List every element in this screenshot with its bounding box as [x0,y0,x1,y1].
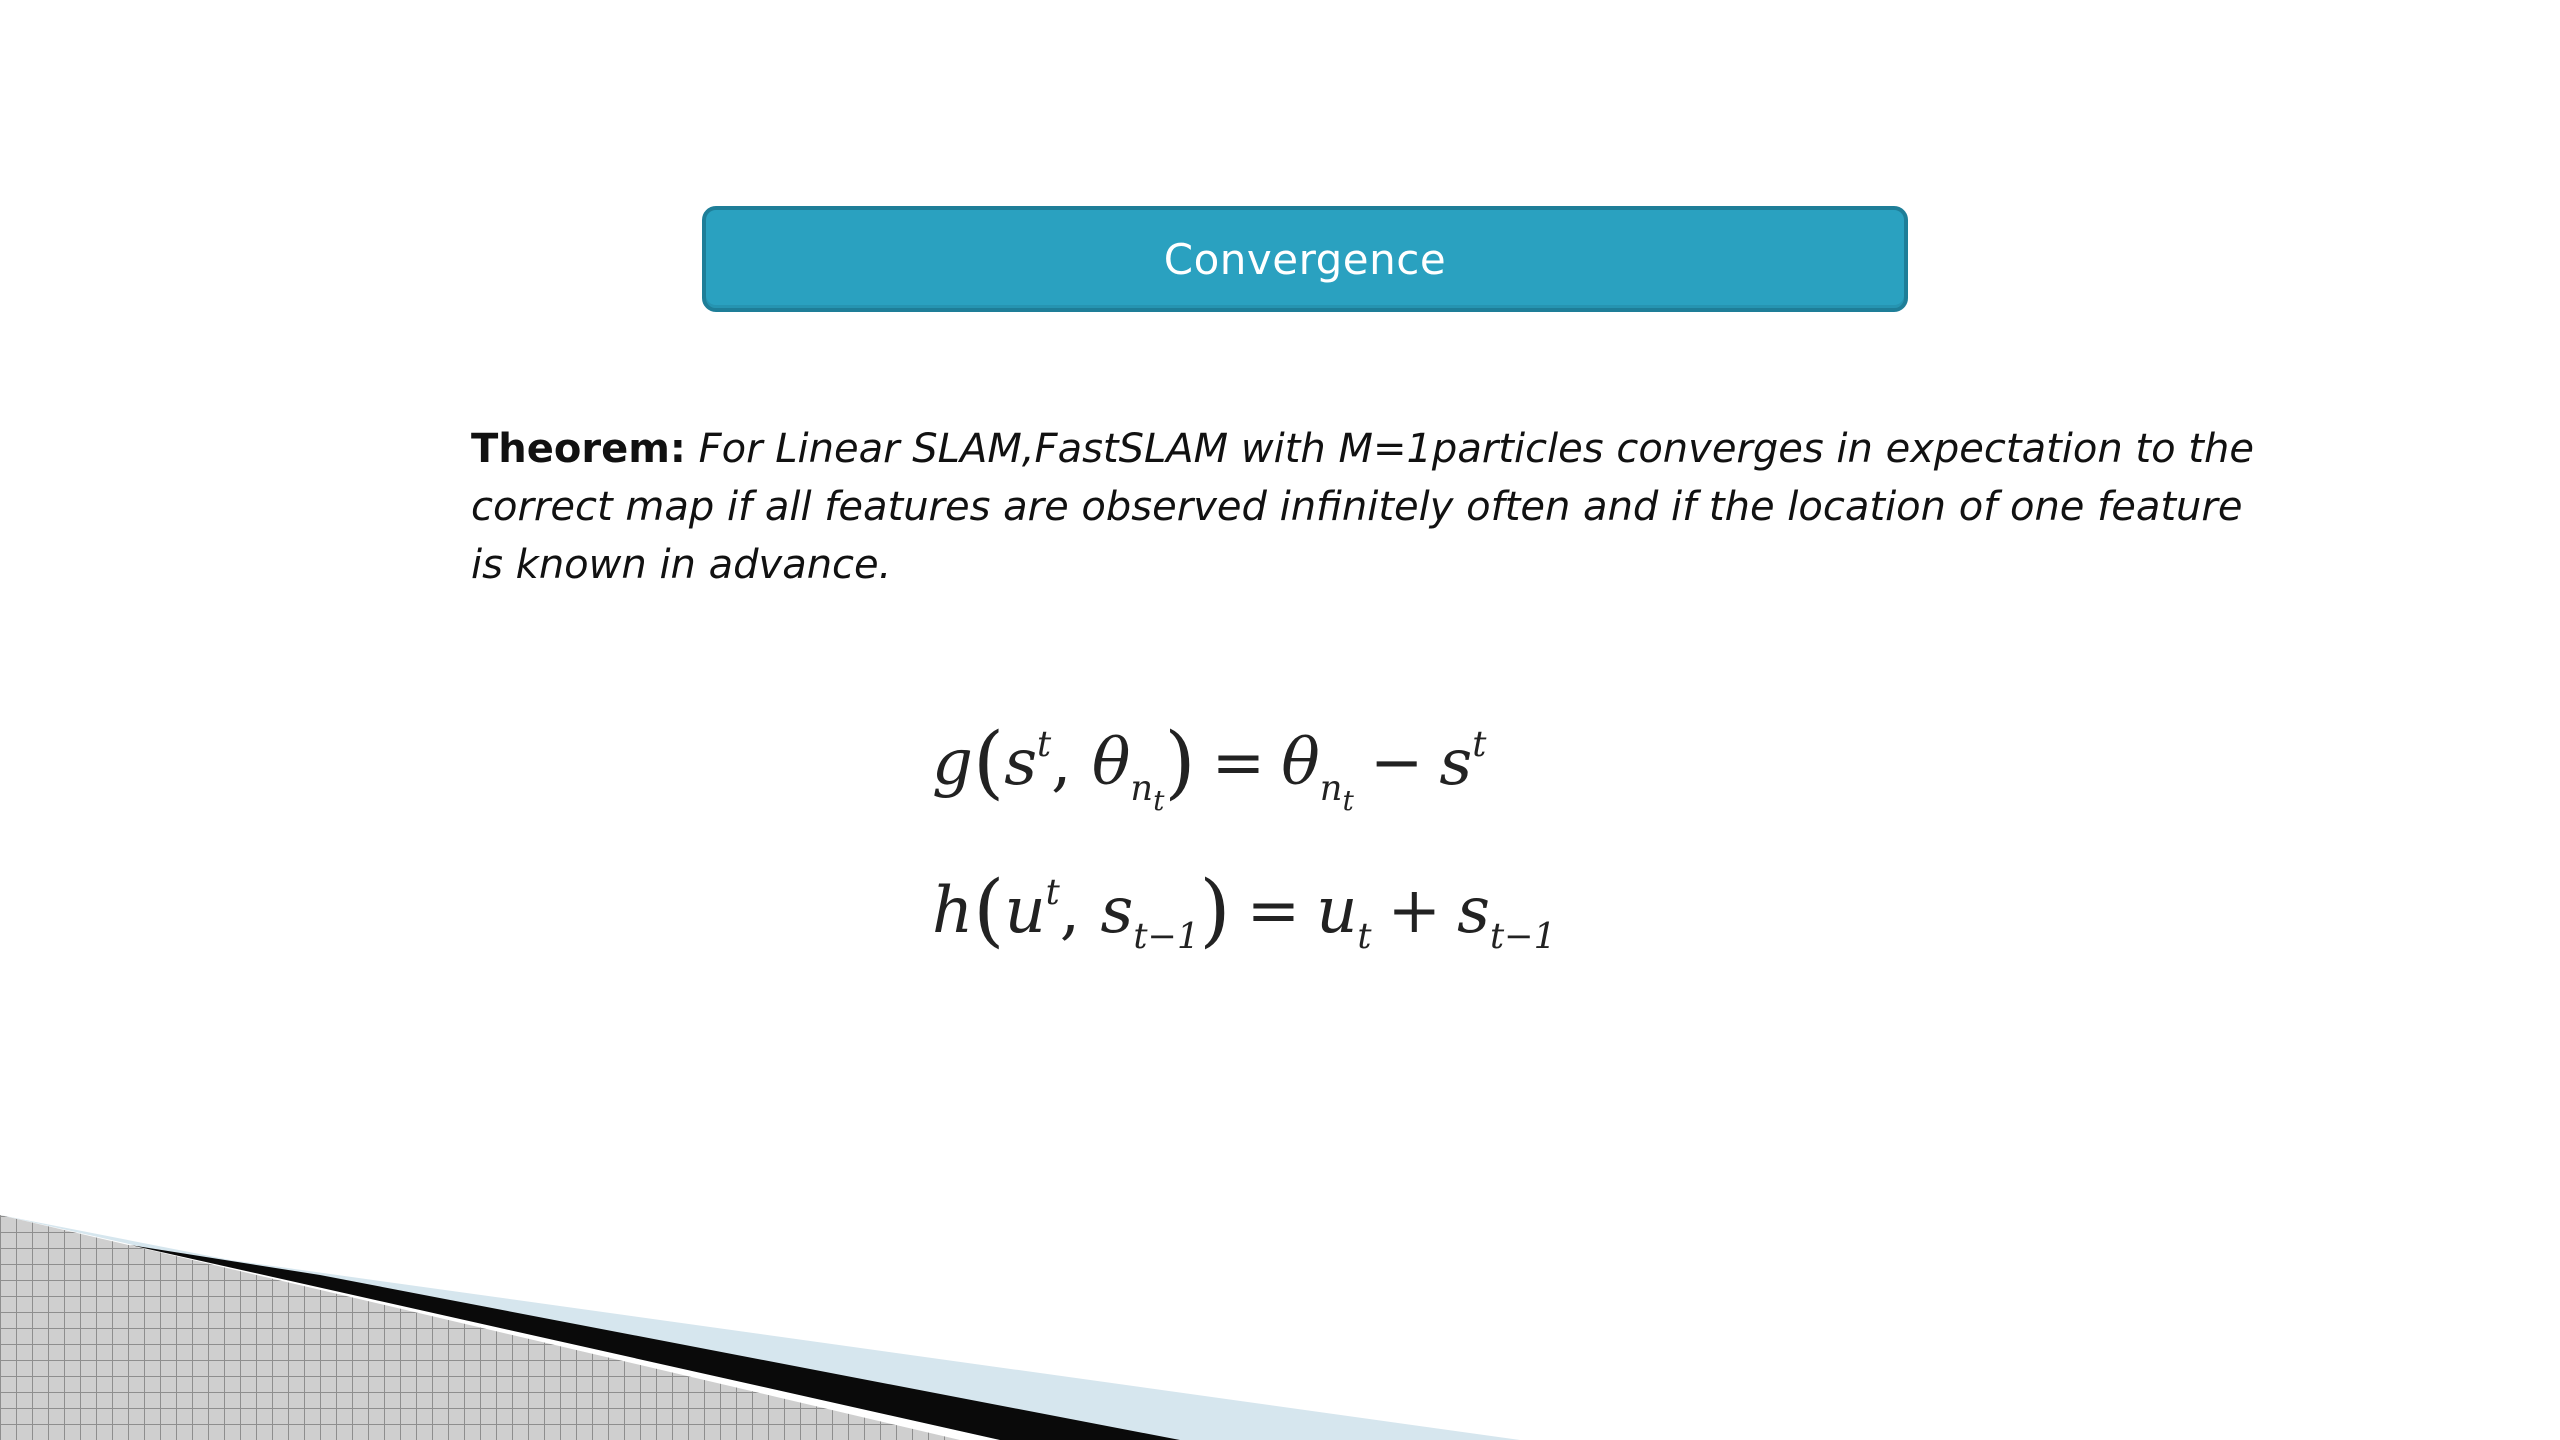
theorem-paragraph [471,420,2271,594]
theorem-text: For Linear SLAM,FastSLAM with M=1particles converges in expectation to the correct map if all features are observed infinitely often and if the location of one feature is known in advance. [471,426,2254,588]
equation-h: $h(u^t$, $s_{t-1}) = u_t + s_{t-1}$ [932,863,1557,958]
equation-g: $g(s^t$, $\theta_{n_t}) = \theta_{n_t}- s^t$ [932,715,1487,817]
title-bar [702,206,1908,312]
theorem-label: Theorem: [471,426,686,472]
slide-title: Convergence [1163,234,1447,284]
corner-grid-pattern [0,1215,960,1440]
